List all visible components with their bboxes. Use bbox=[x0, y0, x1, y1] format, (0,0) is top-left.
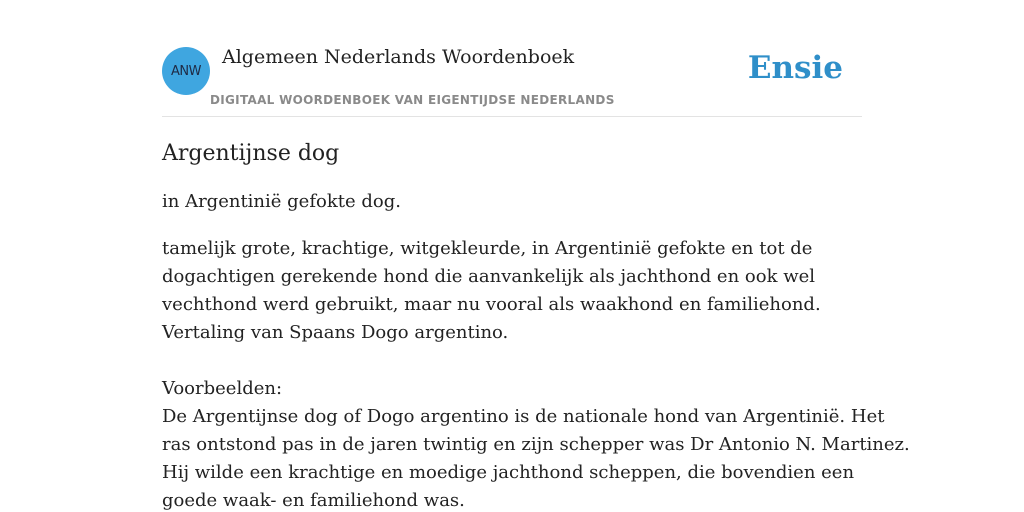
anw-logo[interactable] bbox=[162, 47, 210, 95]
example-line: Hij wilde een krachtige en moedige jachthond scheppen, die bovendien een bbox=[162, 462, 855, 483]
example-line: goede waak- en familiehond was. bbox=[162, 490, 465, 511]
entry-title: Argentijnse dog bbox=[162, 141, 340, 166]
example-line: De Argentijnse dog of Dogo argentino is de nationale hond van Argentinië. Het bbox=[162, 406, 885, 427]
site-header bbox=[162, 0, 862, 117]
ensie-brand-link[interactable]: Ensie bbox=[747, 50, 843, 86]
entry-content bbox=[162, 138, 910, 512]
short-definition: in Argentinië gefokte dog. bbox=[162, 191, 401, 212]
logo-text: ANW bbox=[171, 63, 201, 79]
dictionary-subtitle: DIGITAAL WOORDENBOEK VAN EIGENTIJDSE NEDERLANDS bbox=[210, 93, 615, 107]
long-definition bbox=[162, 235, 910, 512]
definition-line: vechthond werd gebruikt, maar nu vooral als waakhond en familiehond. bbox=[162, 294, 821, 315]
example-line: ras ontstond pas in de jaren twintig en zijn schepper was Dr Antonio N. Martinez. bbox=[162, 434, 910, 455]
paragraph-spacer bbox=[162, 347, 862, 375]
definition-line: Vertaling van Spaans Dogo argentino. bbox=[162, 322, 509, 343]
dictionary-title[interactable]: Algemeen Nederlands Woordenboek bbox=[222, 46, 575, 68]
definition-line: tamelijk grote, krachtige, witgekleurde, in Argentinië gefokte en tot de bbox=[162, 238, 813, 259]
examples-label: Voorbeelden: bbox=[162, 378, 283, 399]
definition-line: dogachtigen gerekende hond die aanvankelijk als jachthond en ook wel bbox=[162, 266, 816, 287]
